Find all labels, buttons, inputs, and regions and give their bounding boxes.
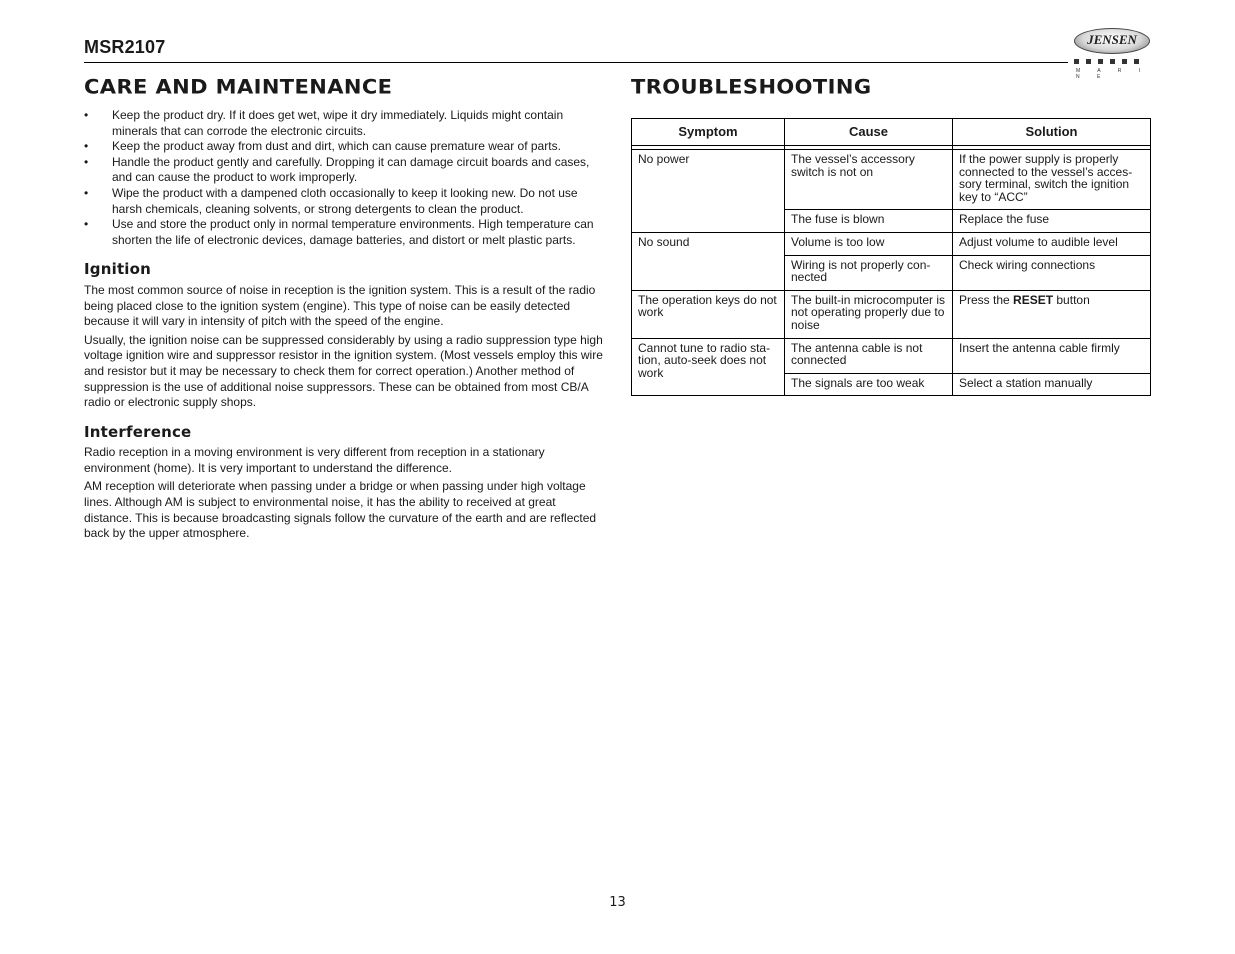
solution-cell: Check wiring connections <box>953 255 1151 290</box>
solution-cell <box>953 290 1151 338</box>
ignition-paragraph: The most common source of noise in reception is the ignition system. This is a result of the radio being placed close to the ignition system (engine). This type of noise can be easily detected because it will vary in intensity of pitch with the speed of the engine. <box>84 282 596 329</box>
cause-cell: The vessel’s accessory switch is not on <box>785 150 953 210</box>
jensen-logo <box>1072 26 1154 78</box>
solution-cell: Insert the antenna cable firmly <box>953 338 1151 373</box>
troubleshooting-table <box>631 118 1151 396</box>
cause-cell: Wiring is not properly con-nected <box>785 255 953 290</box>
care-heading: CARE AND MAINTENANCE <box>84 75 393 99</box>
interference-heading: Interference <box>84 422 192 441</box>
table-row <box>632 338 1151 373</box>
table-header-row <box>632 119 1151 146</box>
symptom-cell: The operation keys do not work <box>632 290 785 338</box>
care-bullet: • Use and store the product only in normal temperature environments. High temperature can shorten the life of electronic devices, damage batteries, and distort or melt plastic parts. <box>84 217 604 248</box>
logo-wordmark: JENSEN <box>1087 32 1137 47</box>
symptom-cell: No power <box>632 150 785 233</box>
ignition-paragraph: Usually, the ignition noise can be suppressed considerably by using a radio suppression type high voltage ignition wire and suppressor resistor in the ignition system. (Most vessels employ this wire and resistor but it may be necessary to check them for correct operation.) Another method of suppression is the use of additional noise suppressors. These can be obtained from most CB/A radio or electronic supply shops. <box>84 332 603 410</box>
cause-cell: Volume is too low <box>785 232 953 255</box>
solution-cell: Select a station manually <box>953 373 1151 396</box>
solution-text: button <box>1053 292 1090 307</box>
header-rule <box>84 62 1068 63</box>
cause-cell: The built-in microcomputer is not operating properly due to noise <box>785 290 953 338</box>
solution-cell: If the power supply is properly connected to the vessel’s acces-sory terminal, switch the ignition key to “ACC” <box>953 150 1151 210</box>
table-row <box>632 290 1151 338</box>
solution-cell: Adjust volume to audible level <box>953 232 1151 255</box>
cause-cell: The fuse is blown <box>785 210 953 233</box>
solution-text: Press the <box>959 292 1014 307</box>
cause-cell: The antenna cable is not connected <box>785 338 953 373</box>
solution-cell: Replace the fuse <box>953 210 1151 233</box>
care-bullet: • Keep the product away from dust and dirt, which can cause premature wear of parts. <box>84 139 604 155</box>
column-header-solution: Solution <box>953 119 1151 146</box>
interference-paragraph: AM reception will deteriorate when passing under a bridge or when passing under high voltage lines. Although AM is subject to environmental noise, it has the ability to received at great distance. This is because broadcasting signals follow the curvature of the earth and are reflected back by the upper atmosphere. <box>84 479 597 541</box>
table-row <box>632 150 1151 210</box>
ignition-heading: Ignition <box>84 260 152 279</box>
logo-squares <box>1074 59 1139 64</box>
column-header-symptom: Symptom <box>632 119 785 146</box>
table-row <box>632 232 1151 255</box>
care-bullet: • Handle the product gently and carefully. Dropping it can damage circuit boards and cases, and can cause the product to work improperly. <box>84 155 604 186</box>
care-section <box>84 108 604 545</box>
interference-paragraph: Radio reception in a moving environment is very different from reception in a stationary environment (home). It is very important to understand the difference. <box>84 445 545 475</box>
troubleshooting-heading: TROUBLESHOOTING <box>631 75 872 99</box>
page-number: 13 <box>609 895 626 910</box>
cause-cell: The signals are too weak <box>785 373 953 396</box>
reset-label: RESET <box>1013 292 1054 307</box>
column-header-cause: Cause <box>785 119 953 146</box>
symptom-cell: Cannot tune to radio sta-tion, auto-seek does not work <box>632 338 785 396</box>
care-bullet: • Wipe the product with a dampened cloth occasionally to keep it looking new. Do not use harsh chemicals, cleaning solvents, or strong detergents to clean the product. <box>84 186 604 217</box>
logo-subtitle: M A R I N E <box>1076 68 1149 80</box>
care-bullet-list <box>84 108 604 248</box>
symptom-cell: No sound <box>632 232 785 290</box>
model-number: MSR2107 <box>84 37 166 57</box>
care-bullet: • Keep the product dry. If it does get wet, wipe it dry immediately. Liquids might contain minerals that can corrode the electronic circuits. <box>84 108 604 139</box>
